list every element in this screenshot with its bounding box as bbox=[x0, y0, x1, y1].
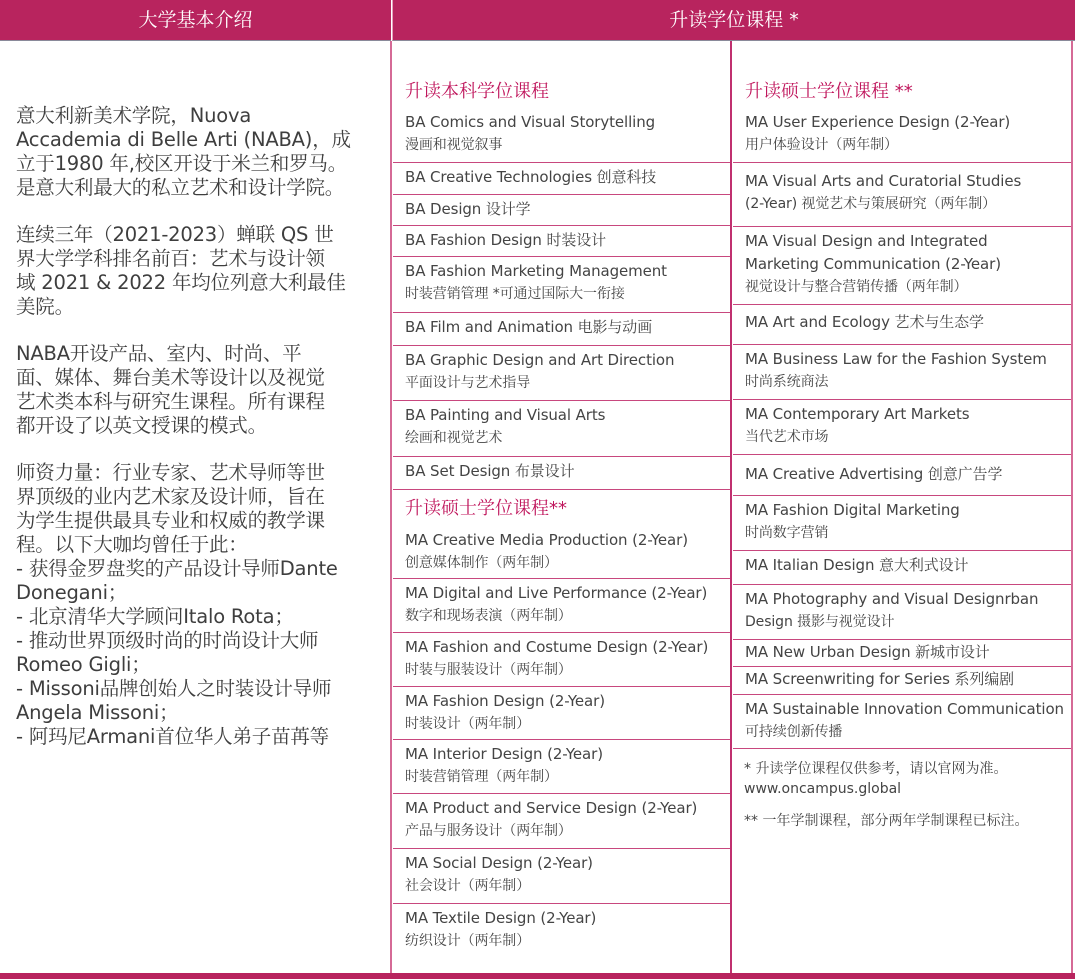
course-row: BA Comics and Visual Storytelling 漫画和视觉叙事 bbox=[393, 108, 730, 163]
university-intro-text bbox=[16, 104, 386, 772]
course-row: MA Social Design (2-Year) 社会设计（两年制） bbox=[393, 849, 730, 904]
course-row: MA Art and Ecology 艺术与生态学 bbox=[733, 305, 1071, 345]
course-row: MA Visual Design and Integrated Marketing Communication (2-Year) 视觉设计与整合营销传播（两年制） bbox=[733, 227, 1071, 305]
course-row: BA Set Design 布景设计 bbox=[393, 457, 730, 490]
course-row: BA Painting and Visual Arts 绘画和视觉艺术 bbox=[393, 401, 730, 457]
course-row: MA Fashion and Costume Design (2-Year) 时装与服装设计（两年制） bbox=[393, 633, 730, 687]
course-row: MA Creative Advertising 创意广告学 bbox=[733, 455, 1071, 496]
course-row: MA Interior Design (2-Year) 时装营销管理（两年制） bbox=[393, 740, 730, 794]
intro-paragraph-faculty: 师资力量：行业专家、艺术导师等世 界顶级的业内艺术家及设计师，旨在 为学生提供最具专业和权威的教学课 程。以下大咖均曾任于此： - 获得金罗盘奖的产品设计导师Dante Donegani； - 北京清华大学顾问Italo Rota； - 推动世界顶级时尚的时尚设计大师 Romeo Gigli； - Missoni品牌创始人之时装设计导师 Angela Missoni； - 阿玛尼Armani首位华人弟子苗苒等 bbox=[16, 461, 338, 748]
course-row: MA Product and Service Design (2-Year) 产品与服务设计（两年制） bbox=[393, 794, 730, 849]
course-row: BA Fashion Design 时装设计 bbox=[393, 226, 730, 257]
course-row: MA Italian Design 意大利式设计 bbox=[733, 551, 1071, 585]
column-divider-middle bbox=[730, 41, 732, 973]
course-row: MA Contemporary Art Markets 当代艺术市场 bbox=[733, 400, 1071, 455]
bottom-border bbox=[0, 973, 1075, 979]
column-divider-left bbox=[390, 41, 392, 973]
course-row: BA Graphic Design and Art Direction 平面设计与艺术指导 bbox=[393, 346, 730, 401]
header-degree-programs: 升读学位课程 * bbox=[392, 0, 1075, 41]
ma-programs-column bbox=[733, 42, 1071, 843]
course-row: BA Creative Technologies 创意科技 bbox=[393, 163, 730, 195]
course-row: MA User Experience Design (2-Year) 用户体验设计（两年制） bbox=[733, 108, 1071, 163]
course-row: BA Film and Animation 电影与动画 bbox=[393, 313, 730, 346]
course-row: MA Screenwriting for Series 系列编剧 bbox=[733, 667, 1071, 695]
ba-section-title: 升读本科学位课程 bbox=[405, 81, 549, 102]
footnote-1: * 升读学位课程仅供参考，请以官网为准。 www.oncampus.global bbox=[744, 759, 1071, 799]
footnote-2: ** 一年学制课程，部分两年学制课程已标注。 bbox=[744, 813, 1029, 829]
ma-section-title-left: 升读硕士学位课程** bbox=[405, 498, 567, 519]
ba-programs-column bbox=[393, 42, 730, 956]
column-divider-right bbox=[1071, 41, 1073, 973]
course-row: MA Fashion Digital Marketing 时尚数字营销 bbox=[733, 496, 1071, 551]
course-row: MA Visual Arts and Curatorial Studies (2-Year) 视觉艺术与策展研究（两年制） bbox=[733, 163, 1071, 227]
course-row: BA Fashion Marketing Management 时装营销管理 *可通过国际大一衔接 bbox=[393, 257, 730, 313]
course-row: MA Digital and Live Performance (2-Year) 数字和现场表演（两年制） bbox=[393, 579, 730, 633]
website-link[interactable]: www.oncampus.global bbox=[744, 781, 902, 797]
course-row: MA New Urban Design 新城市设计 bbox=[733, 640, 1071, 667]
footnotes bbox=[733, 749, 1071, 831]
course-row: MA Photography and Visual Designrban Design 摄影与视觉设计 bbox=[733, 585, 1071, 640]
course-row: MA Sustainable Innovation Communication 可持续创新传播 bbox=[733, 695, 1071, 749]
header-university-intro: 大学基本介绍 bbox=[0, 0, 391, 41]
intro-paragraph-3: NABA开设产品、室内、时尚、平 面、媒体、舞台美术等设计以及视觉 艺术类本科与研究生课程。所有课程 都开设了以英文授课的模式。 bbox=[16, 342, 325, 437]
course-row: MA Creative Media Production (2-Year) 创意媒体制作（两年制） bbox=[393, 526, 730, 579]
intro-paragraph-1: 意大利新美术学院，Nuova Accademia di Belle Arti (NABA)，成 立于1980 年,校区开设于米兰和罗马。 是意大利最大的私立艺术和设计学院。 bbox=[16, 104, 351, 199]
ma-section-title-right: 升读硕士学位课程 ** bbox=[745, 81, 913, 102]
course-row: MA Business Law for the Fashion System 时尚系统商法 bbox=[733, 345, 1071, 400]
intro-paragraph-2: 连续三年（2021-2023）蝉联 QS 世 界大学学科排名前百：艺术与设计领 域 2021 & 2022 年均位列意大利最佳 美院。 bbox=[16, 223, 346, 318]
course-row: BA Design 设计学 bbox=[393, 195, 730, 226]
course-row: MA Fashion Design (2-Year) 时装设计（两年制） bbox=[393, 687, 730, 740]
course-row: MA Textile Design (2-Year) 纺织设计（两年制） bbox=[405, 909, 597, 949]
